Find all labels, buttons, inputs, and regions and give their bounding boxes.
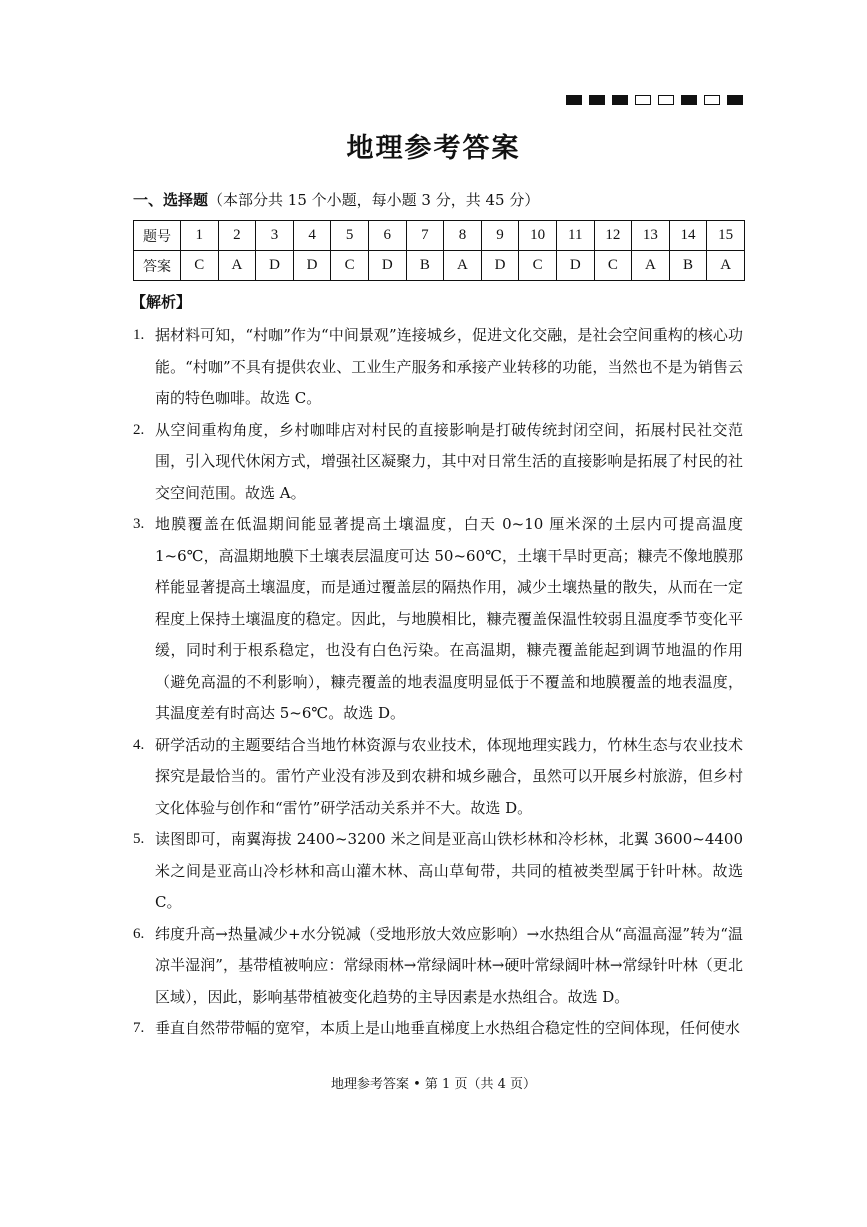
analysis-item	[133, 415, 743, 510]
answer-cell: A	[444, 251, 482, 281]
analysis-heading: 【解析】	[131, 293, 192, 311]
page-title: 地理参考答案	[346, 133, 521, 164]
answer-cell: D	[481, 251, 519, 281]
outline-square-marker	[635, 95, 651, 105]
outline-square-marker	[658, 95, 674, 105]
analysis-item-number: 5.	[133, 831, 145, 847]
section-heading-note: （本部分共 15 个小题，每小题 3 分，共 45 分）	[208, 191, 540, 209]
analysis-item	[133, 824, 743, 919]
answer-cell: A	[218, 251, 256, 281]
analysis-item	[133, 509, 743, 730]
analysis-item	[133, 730, 743, 825]
analysis-item-text: 纬度升高→热量减少+水分锐减（受地形放大效应影响）→水热组合从“高温高湿”转为“温凉半湿润”，基带植被响应：常绿雨林→常绿阔叶林→硬叶常绿阔叶林→常绿针叶林（更北区域），因此，影响基带植被变化趋势的主导因素是水热组合。故选 D。	[155, 924, 743, 1006]
analysis-item	[133, 919, 743, 1014]
analysis-item-number: 7.	[133, 1020, 145, 1036]
answer-cell: D	[556, 251, 594, 281]
answer-cell: C	[181, 251, 219, 281]
section-heading	[133, 189, 539, 210]
question-number-cell: 12	[594, 221, 632, 251]
question-number-cell: 14	[669, 221, 707, 251]
answer-table	[133, 220, 745, 281]
question-number-cell: 10	[519, 221, 557, 251]
analysis-item-text: 地膜覆盖在低温期间能显著提高土壤温度，白天 0~10 厘米深的土层内可提高温度 1~6℃，高温期地膜下土壤表层温度可达 50~60℃，土壤干旱时更高；糠壳不像地膜那样能显著提高土壤温度，而是通过覆盖层的隔热作用，减少土壤热量的散失，从而在一定程度上保持土壤温度的稳定。因此，与地膜相比，糠壳覆盖保温性较弱且温度季节变化平缓，同时利于根系稳定，也没有白色污染。在高温期，糠壳覆盖能起到调节地温的作用（避免高温的不利影响），糠壳覆盖的地表温度明显低于不覆盖和地膜覆盖的地表温度，其温度差有时高达 5~6℃。故选 D。	[155, 515, 743, 722]
analysis-item	[133, 1013, 743, 1045]
analysis-list	[133, 320, 743, 1045]
analysis-item-text: 据材料可知，“村咖”作为“中间景观”连接城乡，促进文化交融，是社会空间重构的核心功能。“村咖”不具有提供农业、工业生产服务和承接产业转移的功能，当然也不是为销售云南的特色咖啡。故选 C。	[155, 326, 743, 407]
analysis-item-number: 2.	[133, 421, 145, 438]
analysis-item-number: 4.	[133, 736, 145, 753]
outline-square-marker	[704, 95, 720, 105]
page-footer: 地理参考答案 • 第 1 页（共 4 页）	[330, 1077, 536, 1092]
analysis-item-number: 3.	[133, 516, 145, 532]
question-number-cell: 6	[368, 221, 406, 251]
analysis-item-text: 垂直自然带带幅的宽窄，本质上是山地垂直梯度上水热组合稳定性的空间体现，任何使水	[155, 1019, 741, 1037]
section-heading-label: 一、选择题	[133, 191, 209, 209]
question-number-cell: 9	[481, 221, 519, 251]
question-number-cell: 3	[256, 221, 294, 251]
question-number-cell: 2	[218, 221, 256, 251]
question-number-cell: 4	[293, 221, 331, 251]
answer-cell: D	[293, 251, 331, 281]
answer-cell: C	[519, 251, 557, 281]
filled-square-marker	[566, 95, 582, 105]
answer-cell: A	[632, 251, 670, 281]
answer-cell: C	[594, 251, 632, 281]
question-number-cell: 15	[707, 221, 745, 251]
answer-cell: D	[368, 251, 406, 281]
analysis-item-text: 读图即可，南翼海拔 2400~3200 米之间是亚高山铁杉林和冷杉林，北翼 3600~4400 米之间是亚高山冷杉林和高山灌木林、高山草甸带，共同的植被类型属于针叶林。故选 C。	[155, 830, 743, 911]
filled-square-marker	[589, 95, 605, 105]
analysis-item	[133, 320, 743, 415]
question-number-cell: 13	[632, 221, 670, 251]
analysis-item-text: 从空间重构角度，乡村咖啡店对村民的直接影响是打破传统封闭空间，拓展村民社交范围，引入现代休闲方式，增强社区凝聚力，其中对日常生活的直接影响是拓展了村民的社交空间范围。故选 A。	[155, 420, 743, 502]
analysis-item-text: 研学活动的主题要结合当地竹林资源与农业技术，体现地理实践力，竹林生态与农业技术探究是最恰当的。雷竹产业没有涉及到农耕和城乡融合，虽然可以开展乡村旅游，但乡村文化体验与创作和“雷竹”研学活动关系并不大。故选 D。	[155, 735, 743, 817]
header-marker-squares	[566, 95, 743, 105]
answer-table-answer-row	[134, 251, 745, 281]
analysis-item-number: 1.	[133, 327, 145, 343]
question-number-cell: 5	[331, 221, 369, 251]
filled-square-marker	[612, 95, 628, 105]
answer-cell: B	[669, 251, 707, 281]
answer-cell: A	[707, 251, 745, 281]
question-number-cell: 7	[406, 221, 444, 251]
answer-cell: C	[331, 251, 369, 281]
answer-cell: D	[256, 251, 294, 281]
question-number-cell: 8	[444, 221, 482, 251]
question-number-cell: 11	[556, 221, 594, 251]
analysis-item-number: 6.	[133, 925, 145, 942]
filled-square-marker	[681, 95, 697, 105]
row-label-answer: 答案	[134, 251, 181, 281]
row-label-question: 题号	[134, 221, 181, 251]
answer-cell: B	[406, 251, 444, 281]
question-number-cell: 1	[181, 221, 219, 251]
answer-table-number-row	[134, 221, 745, 251]
filled-square-marker	[727, 95, 743, 105]
